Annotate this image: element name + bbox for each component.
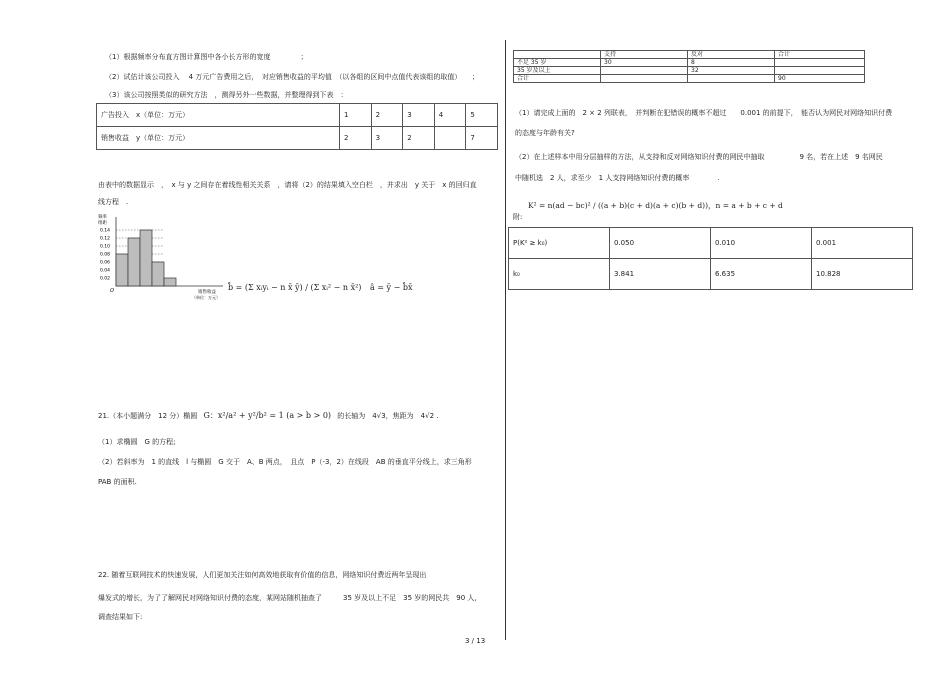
histogram-bar	[140, 230, 152, 286]
y-tick-label: 0.06	[100, 260, 111, 266]
q22-line2: 爆发式的增长，为了了解网民对网络知识付费的态度，某网站随机抽查了 35 岁及以上不足 35 岁的网民共 90 人，	[98, 594, 482, 602]
table-ad-investment	[96, 103, 498, 150]
histogram-bar	[164, 278, 176, 286]
table-row: 销售收益 y（单位：万元） 2 3 2 7	[97, 127, 498, 150]
q2-line1: （2）在上述样本中用分层抽样的方法，从支持和反对网络知识付费的网民中抽取 9 名，若在上述 9 名网民	[515, 153, 883, 161]
regression-text-2: 线方程 .	[98, 198, 129, 206]
y-tick-label: 0.14	[100, 228, 111, 234]
q-part3: （3）该公司按照类似的研究方法 ，测得另外一些数据，并整理得到下表 ：	[105, 91, 348, 99]
q-part1: （1）根据频率分布直方图计算图中各小长方形的宽度 ；	[105, 53, 308, 61]
table-row: k₀ 3.841 6.635 10.828	[509, 259, 913, 290]
q22-line3: 调查结果如下:	[98, 613, 143, 621]
q21-part2: （2）若斜率为 1 的直线 l 与椭圆 G 交于 A、B 两点， 且点 P（-3，2）在线段 AB 的垂直平分线上，求三角形	[98, 458, 472, 466]
y-tick-label: 0.08	[100, 252, 111, 258]
q21-part1: （1）求椭圆 G 的方程;	[98, 438, 176, 446]
q-part2: （2）试估计该公司投入 4 万元广告费用之后， 对应销售收益的平均值 （以各组的区间中点值代表该组的取值） ；	[105, 73, 479, 81]
page-number: 3 / 13	[465, 637, 486, 645]
table-row: P(K² ≥ k₀) 0.050 0.010 0.001	[509, 228, 913, 259]
contingency-table	[513, 50, 865, 83]
y-title-1: 频率	[98, 215, 107, 220]
q21-line1: 21.（本小题满分 12 分）椭圆 G：x²/a² + y²/b² = 1 (a > b > 0) 的长轴为 4√3，焦距为 4√2 .	[98, 411, 439, 420]
frequency-histogram	[98, 212, 248, 302]
table-row: 不足 35 岁 30 8	[514, 59, 865, 67]
y-tick-label: 0.12	[100, 236, 111, 242]
table-row: 支持 反对 合计	[514, 51, 865, 59]
y-tick-label: 0.10	[100, 244, 111, 250]
formula-b: b̂ = (Σ xᵢyᵢ − n x̄ ȳ) / (Σ xᵢ² − n x̄²) â = ȳ − b̂x̄	[228, 283, 413, 292]
q2-line2: 中随机选 2 人，求至少 1 人支持网络知识付费的概率 .	[515, 174, 720, 182]
y-tick-label: 0.04	[100, 268, 111, 274]
q22-line1: 22. 随着互联网技术的快速发展，人们更加关注如何高效地获取有价值的信息，网络知识付费近两年呈现出	[98, 571, 427, 579]
column-divider	[505, 40, 506, 640]
table-row: 广告投入 x（单位：万元） 1 2 3 4 5	[97, 104, 498, 127]
histogram-bar	[128, 238, 140, 286]
y-tick-label: 0.02	[100, 276, 111, 282]
histogram-bar	[116, 254, 128, 286]
y-title-2: 组距	[98, 221, 107, 226]
k2-formula: K² = n(ad − bc)² / ((a + b)(c + d)(a + c)(b + d))，n = a + b + c + d	[528, 201, 783, 210]
x-title: 销售收益	[198, 290, 216, 295]
q21-part2b: PAB 的面积.	[98, 478, 137, 486]
q1-line2: 的态度与年龄有关?	[515, 129, 575, 137]
origin-label: O	[110, 288, 114, 294]
histogram-bar	[152, 262, 164, 286]
table-row: 35 岁及以上 32	[514, 67, 865, 75]
regression-text-1: 由表中的数据显示 ， x 与 y 之间存在着线性相关关系 ，请将（2）的结果填入空白栏 ，并求出 y 关于 x 的回归直	[98, 181, 477, 189]
attach-label: 附:	[513, 213, 523, 221]
table-row: 合计 90	[514, 75, 865, 83]
x-unit: （单位：万元）	[192, 295, 220, 300]
q1-line1: （1）请完成上面的 2 × 2 列联表， 并判断在犯错误的概率不超过 0.001 的前提下， 能否认为网民对网络知识付费	[515, 109, 893, 117]
critical-value-table	[508, 227, 913, 290]
